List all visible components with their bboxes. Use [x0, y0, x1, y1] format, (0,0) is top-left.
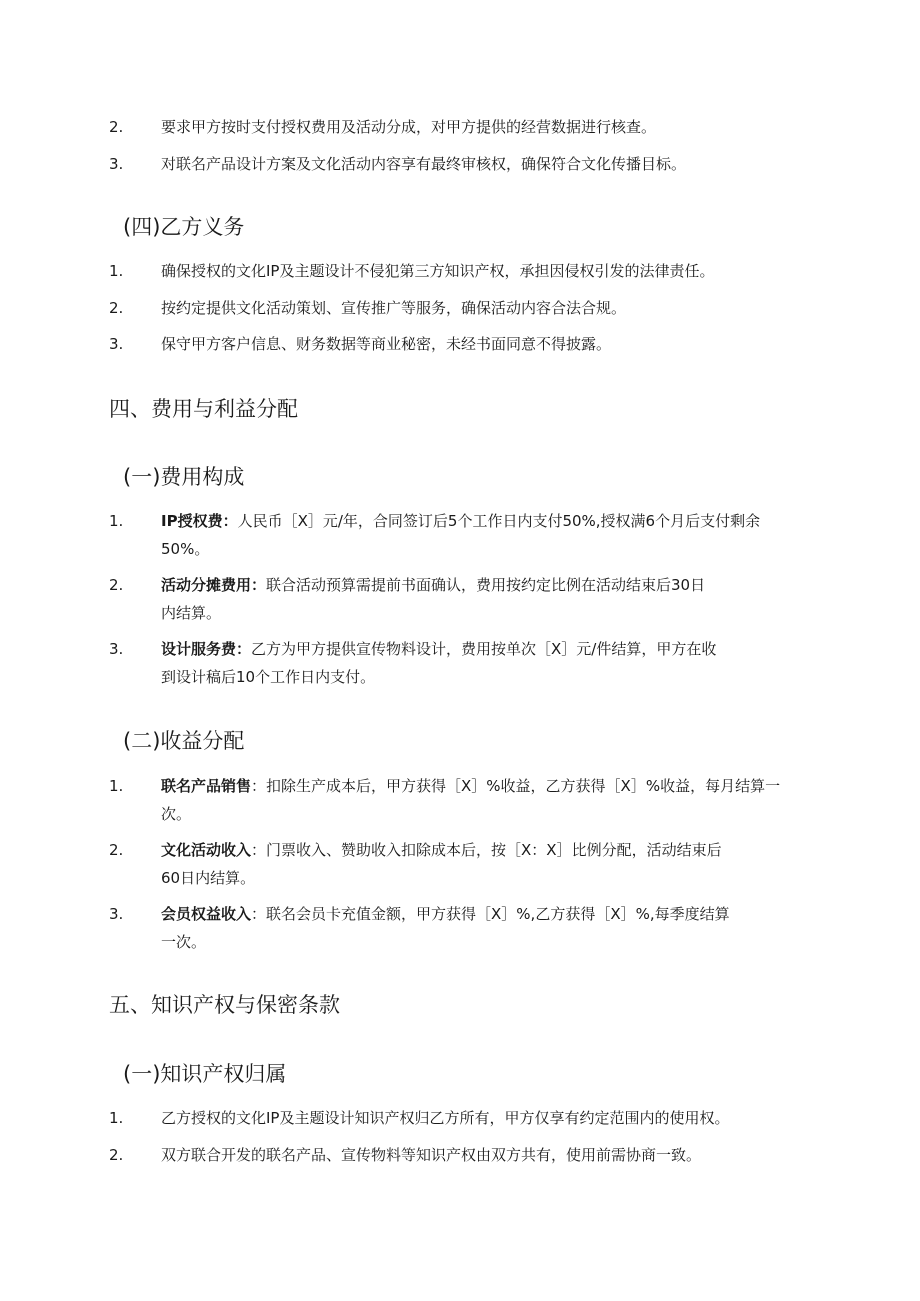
- item-body: ：门票收入、赞助收入扣除成本后，按［X：X］比例分配，活动结束后: [251, 841, 722, 859]
- item-term: IP授权费：: [161, 512, 238, 530]
- item-text: 要求甲方按时支付授权费用及活动分成，对甲方提供的经营数据进行核查。: [161, 118, 657, 136]
- item-number: 1.: [109, 512, 124, 530]
- item-text: [161, 576, 705, 594]
- item-number: 1.: [109, 262, 124, 280]
- item-body: ：扣除生产成本后，甲方获得［X］%收益，乙方获得［X］%收益，每月结算一: [251, 777, 781, 795]
- item-continuation: 到设计稿后10个工作日内支付。: [161, 668, 376, 686]
- item-text: 乙方授权的文化IP及主题设计知识产权归乙方所有，甲方仅享有约定范围内的使用权。: [161, 1109, 730, 1127]
- item-term: 会员权益收入: [161, 905, 252, 923]
- item-continuation: 60日内结算。: [161, 869, 256, 887]
- item-text: [161, 512, 760, 530]
- item-number: 1.: [109, 777, 124, 795]
- item-body: ：联名会员卡充值金额，甲方获得［X］%,乙方获得［X］%,每季度结算: [251, 905, 730, 923]
- item-continuation: 一次。: [161, 933, 207, 951]
- item-body: 联合活动预算需提前书面确认，费用按约定比例在活动结束后30日: [266, 576, 706, 594]
- item-number: 1.: [109, 1109, 124, 1127]
- section-heading-revenue: (二)收益分配: [123, 729, 245, 753]
- item-number: 2.: [109, 841, 124, 859]
- item-text: 对联名产品设计方案及文化活动内容享有最终审核权，确保符合文化传播目标。: [161, 155, 687, 173]
- item-number: 2.: [109, 118, 124, 136]
- item-term: 文化活动收入: [161, 841, 252, 859]
- item-number: 3.: [109, 335, 124, 353]
- section-heading-ip: (一)知识产权归属: [123, 1062, 287, 1086]
- item-body: 人民币［X］元/年，合同签订后5个工作日内支付50%,授权满6个月后支付剩余: [237, 512, 761, 530]
- item-number: 3.: [109, 640, 124, 658]
- item-continuation: 内结算。: [161, 604, 222, 622]
- item-text: 确保授权的文化IP及主题设计不侵犯第三方知识产权，承担因侵权引发的法律责任。: [161, 262, 715, 280]
- chapter-heading-4: 四、费用与利益分配: [109, 397, 298, 421]
- item-text: [161, 841, 722, 859]
- item-term: 设计服务费：: [161, 640, 252, 658]
- item-term: 联名产品销售: [161, 777, 252, 795]
- item-text: [161, 777, 780, 795]
- chapter-heading-5: 五、知识产权与保密条款: [109, 993, 340, 1017]
- item-text: 双方联合开发的联名产品、宣传物料等知识产权由双方共有，使用前需协商一致。: [161, 1146, 702, 1164]
- item-continuation: 50%。: [161, 540, 210, 558]
- item-text: [161, 905, 730, 923]
- section-heading-b-obligations: (四)乙方义务: [123, 215, 245, 239]
- item-text: 按约定提供文化活动策划、宣传推广等服务，确保活动内容合法合规。: [161, 299, 627, 317]
- item-term: 活动分摊费用：: [161, 576, 267, 594]
- item-body: 乙方为甲方提供宣传物料设计，费用按单次［X］元/件结算，甲方在收: [251, 640, 717, 658]
- item-number: 2.: [109, 576, 124, 594]
- item-number: 2.: [109, 1146, 124, 1164]
- item-number: 2.: [109, 299, 124, 317]
- item-text: 保守甲方客户信息、财务数据等商业秘密，未经书面同意不得披露。: [161, 335, 612, 353]
- item-number: 3.: [109, 905, 124, 923]
- item-continuation: 次。: [161, 805, 192, 823]
- item-number: 3.: [109, 155, 124, 173]
- item-text: [161, 640, 716, 658]
- section-heading-fees: (一)费用构成: [123, 465, 245, 489]
